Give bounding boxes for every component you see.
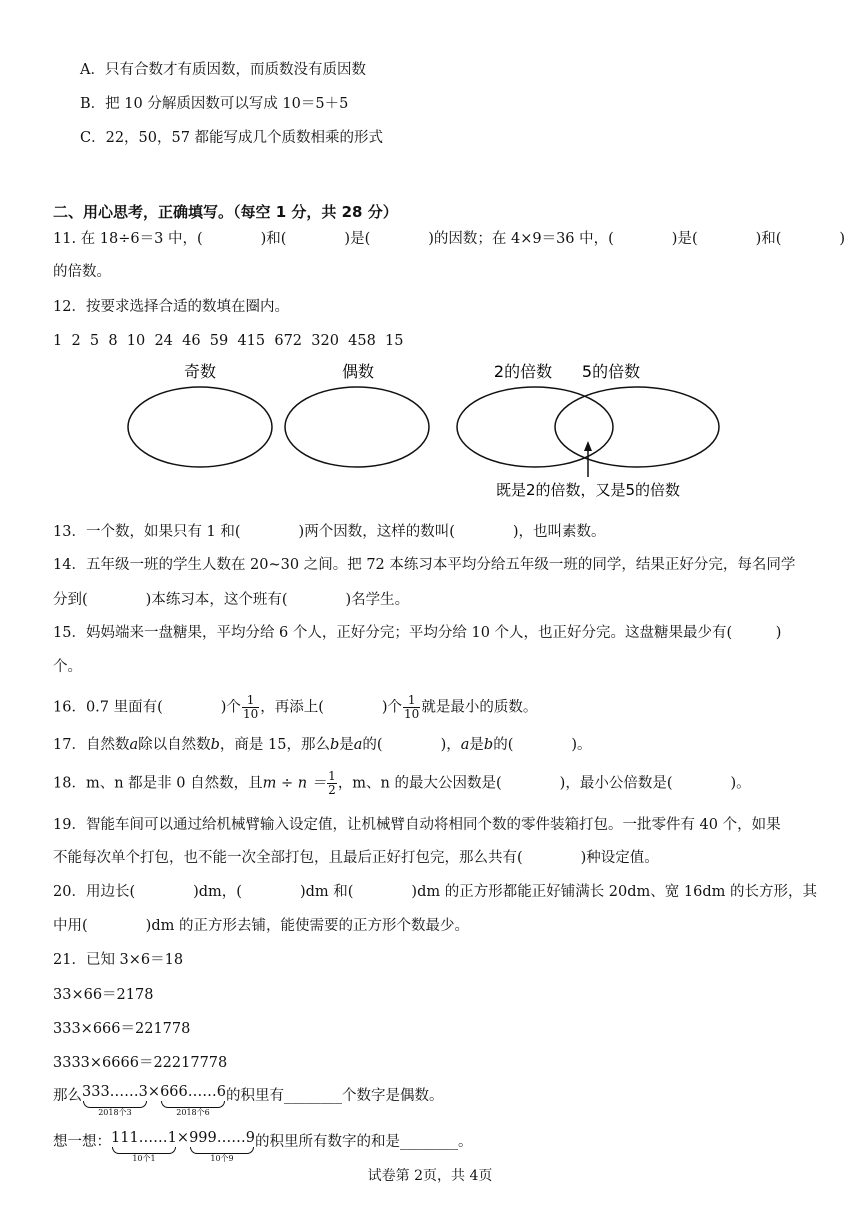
q21-line1: 21．已知 3×6＝18 (53, 952, 184, 968)
q14-line2: 分到( )本练习本，这个班有( )名学生。 (53, 592, 410, 608)
q21-think-a-sub: 10个1 (132, 1154, 156, 1163)
label-even: 偶数 (341, 362, 375, 381)
q21-think-a (111, 1129, 177, 1164)
q13-text: 13．一个数，如果只有 1 和( )两个因数，这样的数叫( )，也叫素数。 (53, 524, 606, 540)
q16-frac2 (403, 694, 420, 721)
q21-line4: 3333×6666＝22217778 (53, 1055, 228, 1071)
q17-p2: 除以自然数 (138, 737, 211, 753)
q19-line2: 不能每次单个打包，也不能一次全部打包，且最后正好打包完，那么共有( )种设定值。 (53, 850, 659, 866)
q21-line2: 33×66＝2178 (53, 987, 154, 1003)
times-sign: × (147, 1084, 161, 1100)
q16-part1: 16．0.7 里面有( )个 (53, 699, 241, 716)
label-both: 既是2的倍数，又是5的倍数 (495, 481, 681, 499)
q21-think-b (189, 1129, 255, 1164)
q21-then-prefix: 那么 (53, 1088, 82, 1104)
label-mult5: 5的倍数 (581, 362, 641, 381)
var-a: a (353, 737, 363, 753)
q17-p7: 的( )。 (493, 737, 592, 753)
q18-line (53, 770, 751, 797)
q12-text: 12．按要求选择合适的数填在圈内。 (53, 299, 289, 315)
q21-then-b (160, 1083, 226, 1118)
q21-then-a (82, 1083, 148, 1118)
q16-frac2-num: 1 (403, 694, 420, 708)
q16-frac1-num: 1 (242, 694, 259, 708)
mult2-circle[interactable] (457, 387, 613, 467)
var-a: a (129, 737, 139, 753)
label-odd: 奇数 (183, 362, 217, 381)
q21-then-suffix: 的积里有________个数字是偶数。 (225, 1088, 444, 1104)
option-a: A．只有合数才有质因数，而质数没有质因数 (80, 62, 366, 78)
var-b: b (483, 737, 494, 753)
underbrace (112, 1147, 176, 1154)
option-c: C．22，50，57 都能写成几个质数相乘的形式 (80, 130, 384, 146)
q17-p5: 的( )， (362, 737, 461, 753)
q21-think-line (53, 1129, 472, 1164)
option-b: B．把 10 分解质因数可以写成 10＝5＋5 (80, 96, 349, 112)
q21-then-b-top: 666……6 (160, 1084, 226, 1100)
label-mult2: 2的倍数 (493, 362, 553, 381)
both-arrow-head (584, 441, 592, 451)
q18-expr: m ÷ n ＝ (262, 775, 327, 792)
var-b: b (210, 737, 220, 753)
q21-think-b-top: 999……9 (189, 1130, 255, 1146)
q18-frac (327, 770, 337, 797)
q18-p2: ，m、n 的最大公因数是( )，最小公倍数是( )。 (337, 775, 751, 792)
q14-line1: 14．五年级一班的学生人数在 20~30 之间。把 72 本练习本平均分给五年级一班的同学，结果正好分完，每名同学 (53, 557, 796, 573)
q21-think-prefix: 想一想： (53, 1134, 111, 1150)
q21-line3: 333×666＝221778 (53, 1021, 191, 1037)
var-a: a (460, 737, 470, 753)
q21-then-b-sub: 2018个6 (176, 1108, 210, 1117)
q17-line (53, 735, 592, 755)
q21-then-a-top: 333……3 (82, 1084, 148, 1100)
q20-line1: 20．用边长( )dm，( )dm 和( )dm 的正方形都能正好铺满长 20dm、宽 16dm 的长方形，其 (53, 884, 817, 900)
q16-line (53, 694, 537, 721)
q17-p4: 是 (339, 737, 354, 753)
q17-p1: 17．自然数 (53, 737, 130, 753)
q21-think-a-top: 111……1 (111, 1130, 177, 1146)
page-footer: 试卷第 2页，共 4页 (367, 1168, 493, 1184)
underbrace (190, 1147, 254, 1154)
q21-then-a-sub: 2018个3 (98, 1108, 132, 1117)
q16-part2: ，再添上( )个 (260, 699, 403, 716)
q16-part3: 就是最小的质数。 (421, 699, 538, 716)
q18-p1: 18．m、n 都是非 0 自然数，且 (53, 775, 263, 792)
q12-numbers: 1 2 5 8 10 24 46 59 415 672 320 458 15 (53, 333, 404, 349)
q21-then-line (53, 1083, 443, 1118)
q16-frac1-den: 10 (242, 707, 259, 721)
q15-line2: 个。 (53, 659, 82, 675)
section-title: 二、用心思考，正确填写。（每空 1 分，共 28 分） (53, 203, 398, 221)
q15-line1: 15．妈妈端来一盘糖果，平均分给 6 个人，正好分完；平均分给 10 个人，也正好分完。这盘糖果最少有( ) (53, 625, 782, 641)
q18-frac-den: 2 (328, 783, 336, 797)
q17-p6: 是 (469, 737, 484, 753)
var-b: b (329, 737, 340, 753)
odd-circle[interactable] (128, 387, 272, 467)
q17-p3: ，商是 15，那么 (219, 737, 330, 753)
q11-line1: 11. 在 18÷6＝3 中，( )和( )是( )的因数；在 4×9＝36 中，( )是( )和( ) (53, 231, 846, 247)
underbrace (83, 1101, 147, 1108)
q21-think-b-sub: 10个9 (210, 1154, 234, 1163)
q19-line1: 19．智能车间可以通过给机械臂输入设定值，让机械臂自动将相同个数的零件装箱打包。一批零件有 40 个，如果 (53, 817, 781, 833)
q16-frac1 (242, 694, 259, 721)
q20-line2: 中用( )dm 的正方形去铺，能使需要的正方形个数最少。 (53, 918, 469, 934)
q16-frac2-den: 10 (404, 707, 420, 721)
q11-line2: 的倍数。 (53, 264, 111, 280)
q21-think-suffix: 的积里所有数字的和是________。 (254, 1134, 473, 1150)
venn-diagram (0, 355, 860, 505)
mult5-circle[interactable] (555, 387, 719, 467)
times-sign: × (176, 1130, 190, 1146)
q18-frac-num: 1 (328, 769, 336, 783)
even-circle[interactable] (285, 387, 429, 467)
underbrace (161, 1101, 225, 1108)
